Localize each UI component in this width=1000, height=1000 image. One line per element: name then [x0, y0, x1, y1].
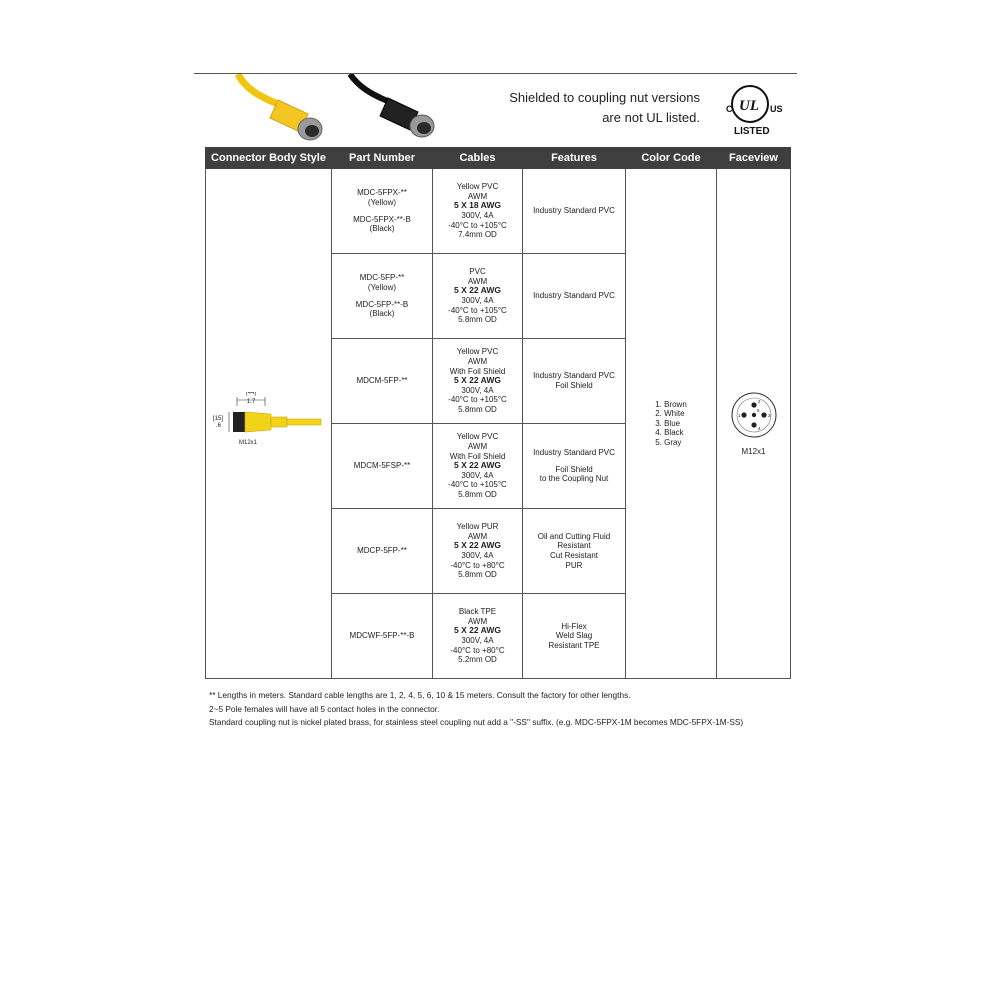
features-cell	[523, 509, 626, 594]
thread-label: M12x1	[238, 440, 257, 447]
cable-line: 5.8mm OD	[458, 489, 497, 499]
black-cordset-photo	[350, 74, 434, 137]
color-code-item: 4. Black	[655, 428, 684, 438]
features-cell	[523, 339, 626, 424]
pin-2	[751, 403, 756, 408]
part-number: MDC-5FPX-**	[357, 188, 407, 198]
cable-line: 5.8mm OD	[458, 315, 497, 325]
ul-logo-us: US	[770, 104, 783, 114]
dim-side-label: [15]	[212, 416, 223, 423]
ul-logo-c: C	[726, 104, 733, 114]
part-number: MDC-5FPX-**-B	[353, 214, 411, 224]
part-number-cell	[332, 254, 433, 339]
cable-line: AWM	[467, 442, 488, 452]
part-number-cell	[332, 424, 433, 509]
part-number: MDCM-5FSP-**	[353, 461, 411, 471]
cable-line: 300V, 4A	[461, 211, 494, 220]
cable-cell	[433, 594, 523, 679]
pin-5	[751, 413, 755, 417]
table-header-row	[206, 148, 791, 169]
ul-logo-ul: UL	[739, 98, 759, 114]
cable-line: -40°C to +105°C	[448, 220, 507, 230]
cable-line: Yellow PVC	[456, 432, 499, 442]
cable-shape	[287, 419, 321, 425]
cable-line: 300V, 4A	[461, 636, 494, 645]
feature-line: Foil Shield	[555, 464, 593, 474]
cable-line: -40°C to +80°C	[450, 560, 505, 570]
product-photos	[200, 74, 460, 146]
cable-line: 5.8mm OD	[458, 570, 497, 580]
cable-gauge: 5 X 18 AWG	[454, 200, 501, 211]
ul-note-line1: Shielded to coupling nut versions	[509, 90, 700, 105]
cable-line: 300V, 4A	[461, 470, 494, 480]
cable-line: 7.4mm OD	[458, 230, 497, 240]
color-code-cell	[626, 169, 717, 679]
color-code-item: 2. White	[655, 409, 685, 419]
faceview-label: M12x1	[741, 447, 766, 456]
feature-line: Cut Resistant	[549, 551, 599, 560]
pin-2-label: 2	[757, 399, 761, 405]
connector-body-style-cell	[206, 169, 332, 679]
features-cell	[523, 594, 626, 679]
dim-top-label: [44]	[245, 392, 256, 397]
header-connector-body-style: Connector Body Style	[206, 148, 332, 169]
ul-listed-logo	[718, 80, 788, 142]
feature-line: Industry Standard PVC	[533, 206, 615, 216]
cable-line: -40°C to +80°C	[450, 645, 505, 655]
dim-side-inch-label: .6	[215, 423, 221, 430]
cable-gauge: 5 X 22 AWG	[454, 540, 501, 551]
cable-line: 300V, 4A	[461, 385, 494, 395]
part-number: MDC-5FP-**	[359, 273, 405, 283]
color-code-item: 1. Brown	[655, 399, 687, 409]
part-color: (Black)	[369, 309, 395, 319]
yellow-cordset-photo	[238, 74, 322, 140]
header-color-code: Color Code	[626, 148, 717, 169]
feature-line: to the Coupling Nut	[539, 474, 609, 484]
cable-gauge: 5 X 22 AWG	[454, 625, 501, 636]
cable-line: -40°C to +105°C	[448, 305, 507, 315]
cable-line: Yellow PUR	[456, 522, 499, 532]
header-cables: Cables	[433, 148, 523, 169]
cable-line: 300V, 4A	[461, 296, 494, 305]
header-faceview: Faceview	[717, 148, 791, 169]
part-number-cell	[332, 509, 433, 594]
pin-3	[761, 413, 766, 418]
part-color: (Yellow)	[367, 282, 397, 292]
footnote-pole-females: 2~5 Pole females will have all 5 contact holes in the connector.	[209, 703, 440, 714]
part-number-cell	[332, 594, 433, 679]
cable-line: 5.2mm OD	[458, 655, 497, 665]
spec-table	[205, 147, 791, 679]
feature-line: PUR	[565, 560, 583, 570]
pin-4-label: 4	[757, 426, 761, 432]
cable-line: With Foil Shield	[449, 366, 506, 376]
table-row	[206, 169, 791, 254]
cable-line: -40°C to +105°C	[448, 480, 507, 490]
header-part-number: Part Number	[332, 148, 433, 169]
cable-line: -40°C to +105°C	[448, 395, 507, 405]
cable-line: PVC	[469, 267, 486, 277]
feature-line: Hi-Flex	[561, 621, 587, 631]
cable-gauge: 5 X 22 AWG	[454, 460, 501, 471]
cable-cell	[433, 424, 523, 509]
connector-dimension-drawing	[213, 392, 325, 452]
features-cell	[523, 254, 626, 339]
cable-line: 300V, 4A	[461, 551, 494, 560]
part-number-cell	[332, 339, 433, 424]
cable-line: 5.8mm OD	[458, 404, 497, 414]
features-cell	[523, 424, 626, 509]
feature-line: Industry Standard PVC	[533, 291, 615, 301]
cable-line: Yellow PVC	[456, 347, 499, 357]
cable-line: Yellow PVC	[456, 182, 499, 192]
color-code-item: 3. Blue	[655, 418, 681, 428]
cable-cell	[433, 254, 523, 339]
cable-cell	[433, 339, 523, 424]
cable-cell	[433, 509, 523, 594]
cable-line: Black TPE	[458, 607, 497, 617]
pin-4	[751, 423, 756, 428]
coupling-nut-shape	[233, 412, 245, 432]
pin-1-label: 1	[737, 413, 741, 419]
ul-note	[470, 88, 700, 128]
cable-line: AWM	[467, 276, 488, 286]
cable-gauge: 5 X 22 AWG	[454, 285, 501, 296]
faceview-cell	[717, 169, 791, 679]
cable-line: AWM	[467, 191, 488, 201]
pin-1	[741, 413, 746, 418]
ul-logo-listed: LISTED	[734, 126, 770, 137]
faceview-pin-diagram	[729, 390, 779, 440]
connector-body-shape	[245, 412, 271, 432]
cable-line: AWM	[467, 616, 488, 626]
feature-line: Resistant	[557, 541, 591, 551]
header-features: Features	[523, 148, 626, 169]
part-color: (Black)	[369, 224, 395, 234]
ul-note-line2: are not UL listed.	[602, 110, 700, 125]
part-number: MDC-5FP-**-B	[355, 299, 409, 309]
footnote-lengths: ** Lengths in meters. Standard cable lengths are 1, 2, 4, 5, 6, 10 & 15 meters. Consult the factory for other lengths.	[209, 690, 631, 700]
features-cell	[523, 169, 626, 254]
dim-top-inch-label: 1.7	[246, 399, 255, 406]
cable-gauge: 5 X 22 AWG	[454, 375, 501, 386]
feature-line: Foil Shield	[555, 381, 593, 390]
color-code-list	[655, 400, 687, 447]
pin-3-label: 3	[767, 413, 771, 419]
feature-line: Oil and Cutting Fluid	[537, 531, 611, 541]
part-number-cell	[332, 169, 433, 254]
part-color: (Yellow)	[367, 197, 397, 207]
cable-line: AWM	[467, 357, 488, 367]
feature-line: Industry Standard PVC	[533, 448, 615, 458]
color-code-item: 5. Gray	[655, 437, 682, 447]
cable-line: AWM	[467, 531, 488, 541]
part-number: MDCWF-5FP-**-B	[349, 631, 415, 641]
footnotes	[209, 689, 809, 730]
cable-line: With Foil Shield	[449, 451, 506, 461]
footnote-coupling-nut: Standard coupling nut is nickel plated brass, for stainless steel coupling nut add a "-SS" suffix. (e.g. MDC-5FPX-1M becomes MDC-5FPX-1M-SS)	[209, 717, 744, 727]
cable-cell	[433, 169, 523, 254]
part-number: MDCM-5FP-**	[356, 376, 408, 386]
feature-line: Industry Standard PVC	[533, 371, 615, 381]
feature-line: Weld Slag	[555, 631, 593, 641]
part-number: MDCP-5FP-**	[357, 546, 407, 556]
pin-5-label: 5	[756, 408, 760, 414]
feature-line: Resistant TPE	[548, 640, 600, 650]
